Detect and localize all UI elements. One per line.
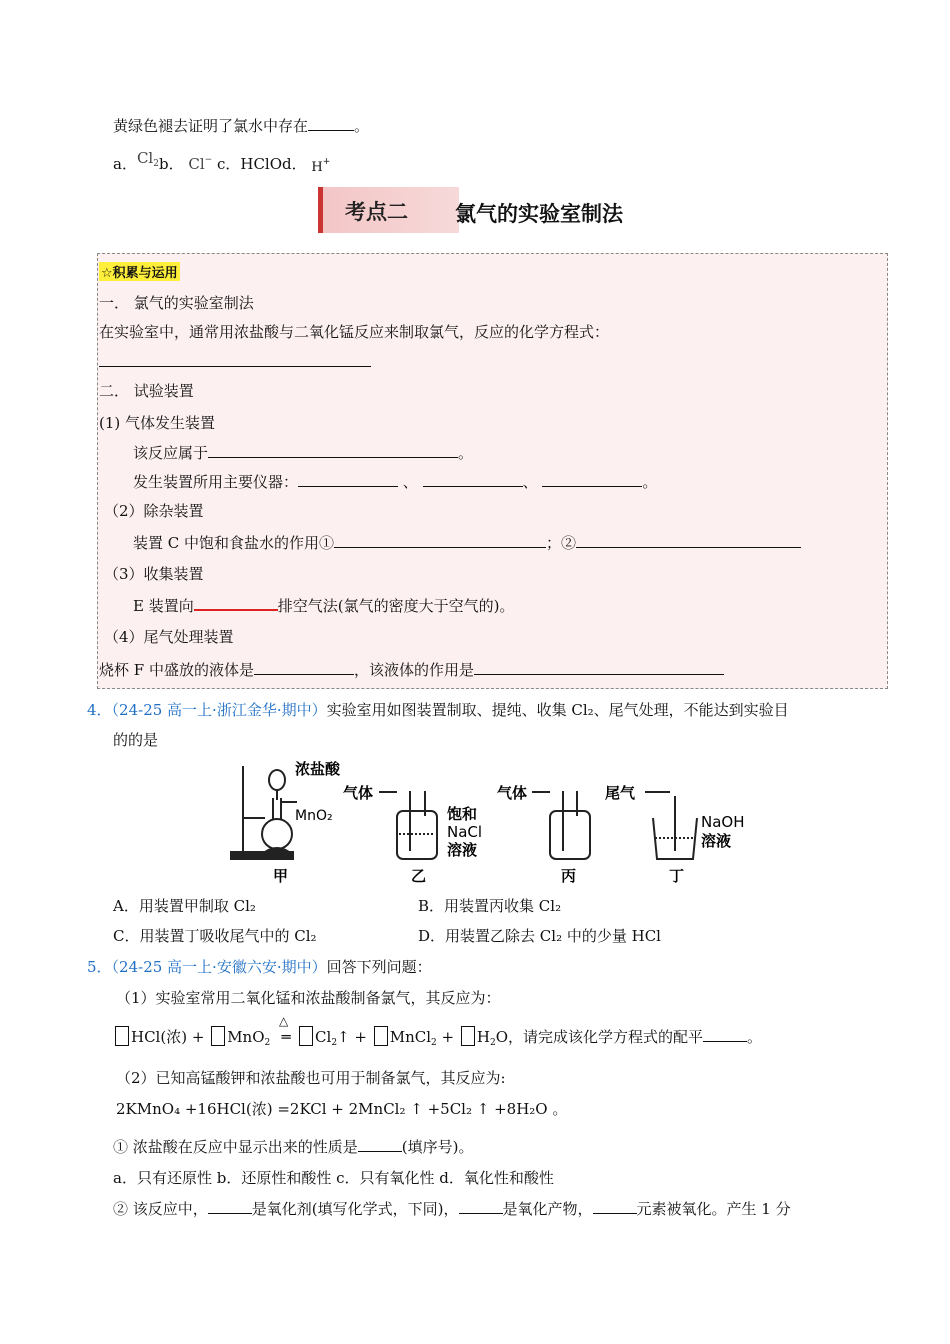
formula-text: Cl [136, 149, 154, 167]
option-a: a． [113, 155, 137, 173]
q5-sub-2-text: 是氧化产物， [502, 1200, 593, 1218]
q5-part-2: （2）已知高锰酸钾和浓盐酸也可用于制备氯气，其反应为: [116, 1069, 506, 1087]
coefficient-box[interactable] [211, 1026, 225, 1046]
formula-sup: + [322, 157, 331, 167]
section-title: 氯气的实验室制法 [455, 202, 623, 226]
equation-blank[interactable] [99, 352, 371, 367]
knowledge-badge: ☆积累与运用 [99, 262, 180, 281]
stand-base [231, 852, 293, 859]
equation-blank-line [99, 352, 371, 372]
burner [265, 848, 289, 852]
liquid-blank[interactable] [254, 660, 354, 675]
prev-end: 。 [354, 117, 370, 135]
q5-equation-2: 2KMnO₄ +16HCl(浓) =2KCl + 2MnCl₂ ↑ +5Cl₂ ↑ +8H₂O 。 [116, 1100, 568, 1118]
eq1-term: HCl(浓) + [131, 1028, 205, 1046]
reaction-type-blank[interactable] [208, 443, 458, 458]
heat-arrow: △ ═ [275, 1027, 297, 1047]
label-solution-1: 溶液 [447, 841, 478, 859]
section-badge-text: 考点二 [345, 200, 408, 224]
q5-sub-1-text: ① 浓盐酸在反应中显示出来的性质是 [113, 1138, 358, 1156]
part-3-b-text: 排空气法(氯气的密度大于空气的)。 [277, 597, 515, 615]
product-blank[interactable] [459, 1199, 503, 1214]
formula-sup: − [204, 155, 213, 165]
label-jia: 甲 [273, 867, 289, 885]
part-1-b-text: 发生装置所用主要仪器： [133, 473, 299, 491]
q4-option-d[interactable]: D．用装置乙除去 Cl₂ 中的少量 HCl [418, 927, 661, 945]
prev-options [113, 150, 330, 180]
q5-number: 5． [87, 958, 112, 976]
subsection-2-title: 二． 试验装置 [99, 382, 194, 400]
subsection-1-text: 在实验室中，通常用浓盐酸与二氧化锰反应来制取氯气，反应的化学方程式： [99, 323, 610, 341]
label-hcl: 浓盐酸 [295, 760, 341, 778]
option-a-formula [137, 149, 159, 167]
q5-stem-text: 回答下列问题： [326, 958, 432, 976]
purpose-blank-1[interactable] [334, 533, 546, 548]
eq1-term: H [476, 1028, 490, 1046]
q4-source: （24-25 高一上·浙江金华·期中） [111, 701, 327, 719]
q5-part-1: （1）实验室常用二氧化锰和浓盐酸制备氯气，其反应为： [116, 989, 501, 1007]
answer-blank[interactable] [308, 116, 354, 131]
option-b-formula [188, 155, 212, 173]
part-1-a-text: 该反应属于 [133, 444, 209, 462]
part-1-b [133, 472, 657, 492]
part-1-title: (1) 气体发生装置 [99, 414, 216, 432]
option-d-formula [311, 157, 331, 175]
instrument-blank-1[interactable] [298, 472, 398, 487]
collect-bottle [550, 811, 590, 859]
option-b: b． [158, 155, 184, 173]
q5-sub-1-options: a．只有还原性 b．还原性和酸性 c．只有氧化性 d．氧化性和酸性 [113, 1169, 554, 1187]
separator: 、 [402, 473, 418, 491]
label-mno2: MnO₂ [295, 808, 333, 824]
instrument-blank-2[interactable] [423, 472, 523, 487]
funnel [269, 770, 285, 790]
formula-text: H [311, 160, 323, 175]
part-2-a [133, 533, 801, 553]
subsection-1-title: 一． 氯气的实验室制法 [99, 294, 254, 312]
apparatus-figure [225, 756, 765, 888]
eq1-sub: 2 [331, 1038, 338, 1048]
part-1-a-end: 。 [458, 444, 474, 462]
separator: 、 [522, 473, 538, 491]
separator: ；② [546, 534, 577, 552]
eq1-term: Cl [315, 1028, 332, 1046]
eq1-term: MnO [227, 1028, 265, 1046]
q5-sub-2-text: ② 该反应中， [113, 1200, 208, 1218]
eq1-term: O，请完成该化学方程式的配平 [495, 1028, 704, 1046]
label-nacl: NaCl [447, 823, 483, 841]
prev-text: 黄绿色褪去证明了氯水中存在 [113, 117, 309, 135]
collection-blank[interactable] [194, 595, 278, 611]
label-saturated: 饱和 [447, 805, 478, 823]
part-4-title: （4）尾气处理装置 [104, 628, 234, 646]
section-badge [318, 187, 459, 233]
label-yi: 乙 [411, 867, 427, 885]
eq1-term: + [436, 1028, 455, 1046]
q5-equation-1 [113, 1014, 763, 1053]
q4-stem-text: 实验室用如图装置制取、提纯、收集 Cl₂、尾气处理，不能达到实验目 [326, 701, 789, 719]
knowledge-box [97, 253, 888, 689]
part-4-a [99, 660, 724, 680]
eq1-term: ↑ + [337, 1028, 367, 1046]
instrument-blank-3[interactable] [542, 472, 642, 487]
q5-sub-1-end: (填序号)。 [401, 1138, 474, 1156]
heat-symbol: △ [279, 1014, 289, 1028]
q4-number: 4． [87, 701, 112, 719]
q4-option-a[interactable]: A．用装置甲制取 Cl₂ [113, 897, 256, 915]
option-d: d． [282, 155, 307, 173]
part-3-title: （3）收集装置 [104, 565, 204, 583]
formula-text: Cl [188, 155, 205, 173]
label-ding: 丁 [669, 867, 685, 885]
label-solution-2: 溶液 [701, 832, 732, 850]
q5-sub-1 [113, 1137, 474, 1157]
part-3-a [133, 595, 514, 616]
oxidant-blank[interactable] [208, 1199, 252, 1214]
eq1-sub: 2 [431, 1038, 437, 1048]
part-4-b-text: ，该液体的作用是 [353, 661, 474, 679]
label-gas-2: 气体 [497, 784, 528, 802]
q4-option-c[interactable]: C．用装置丁吸收尾气中的 Cl₂ [113, 927, 317, 945]
eq1-end: 。 [747, 1028, 763, 1046]
eq1-sub: 2 [489, 1038, 496, 1048]
purpose-blank-2[interactable] [576, 533, 801, 548]
part-3-a-text: E 装置向 [133, 597, 194, 615]
formula-sub: 2 [153, 159, 159, 169]
q4-option-b[interactable]: B．用装置丙收集 Cl₂ [418, 897, 562, 915]
part-1-b-end: 。 [642, 473, 658, 491]
q5-stem [87, 957, 432, 977]
flask [262, 819, 292, 849]
label-bing: 丙 [561, 867, 577, 885]
q5-sub-2-text: 元素被氧化。产生 1 分 [636, 1200, 791, 1218]
part-1-a [133, 443, 473, 463]
prev-question-line [113, 116, 369, 136]
q5-source: （24-25 高一上·安徽六安·期中） [111, 958, 327, 976]
label-naoh: NaOH [701, 813, 745, 831]
option-c: c．HClO [216, 155, 283, 173]
part-2-title: （2）除杂装置 [104, 502, 204, 520]
part-4-a-text: 烧杯 F 中盛放的液体是 [99, 661, 254, 679]
element-blank[interactable] [593, 1199, 637, 1214]
part-2-a-text: 装置 C 中饱和食盐水的作用① [133, 534, 335, 552]
liquid-purpose-blank[interactable] [474, 660, 724, 675]
property-blank[interactable] [358, 1137, 402, 1152]
coefficient-box[interactable] [299, 1026, 313, 1046]
eq1-term: MnCl [389, 1028, 432, 1046]
label-gas-1: 气体 [343, 784, 374, 802]
coefficient-box[interactable] [461, 1026, 475, 1046]
label-tail-gas: 尾气 [605, 784, 636, 802]
q5-sub-2 [113, 1199, 791, 1219]
q4-stem-continued: 的的是 [113, 731, 159, 749]
eq1-sub: 2 [264, 1038, 271, 1048]
q4-stem [87, 700, 789, 720]
coefficient-box[interactable] [115, 1026, 129, 1046]
q5-sub-2-text: 是氧化剂(填写化学式，下同)， [251, 1200, 459, 1218]
coefficient-box[interactable] [374, 1026, 388, 1046]
balance-blank[interactable] [703, 1027, 747, 1042]
